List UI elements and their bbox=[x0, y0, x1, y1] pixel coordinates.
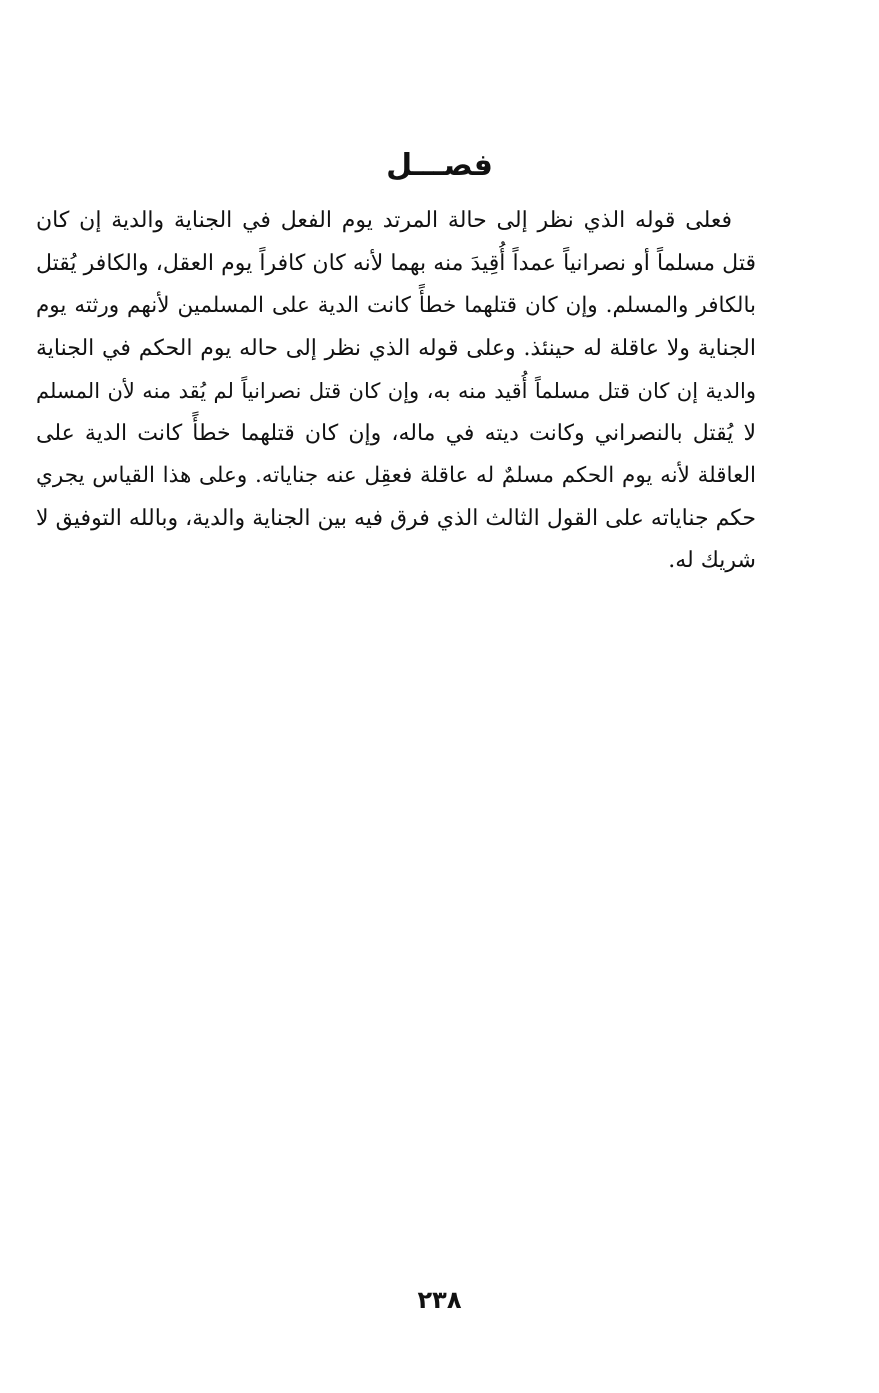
paragraph-line: لا يُقتل بالنصراني وكانت ديته في ماله، وإن كان قتلهما خطأً كانت الدية على bbox=[36, 420, 756, 446]
paragraph-line: فعلى قوله الذي نظر إلى حالة المرتد يوم الفعل في الجناية والدية إن كان bbox=[36, 208, 732, 233]
paragraph-line: شريك له. bbox=[668, 548, 756, 573]
page-number: ٢٣٨ bbox=[417, 1286, 462, 1314]
paragraph-line: العاقلة لأنه يوم الحكم مسلمٌ له عاقلة فعقِل عنه جناياته. وعلى هذا القياس يجري bbox=[36, 463, 756, 488]
paragraph-line: بالكافر والمسلم. وإن كان قتلهما خطأً كانت الدية على المسلمين لأنهم ورثته يوم bbox=[36, 293, 756, 318]
body-paragraph bbox=[36, 200, 756, 583]
paragraph-line: والدية إن كان قتل مسلماً أُقيد منه به، وإن كان قتل نصرانياً لم يُقد منه لأن المسلم bbox=[36, 379, 756, 403]
section-heading: فصـــل bbox=[386, 148, 493, 183]
paragraph-line: قتل مسلماً أو نصرانياً عمداً أُقِيدَ منه بهما لأنه كان كافراً يوم العقل، والكافر يُقتل bbox=[36, 250, 756, 276]
paragraph-line: حكم جناياته على القول الثالث الذي فرق فيه بين الجناية والدية، وبالله التوفيق لا bbox=[36, 505, 757, 531]
paragraph-line: الجناية ولا عاقلة له حينئذ. وعلى قوله الذي نظر إلى حاله يوم الحكم في الجناية bbox=[36, 335, 756, 361]
